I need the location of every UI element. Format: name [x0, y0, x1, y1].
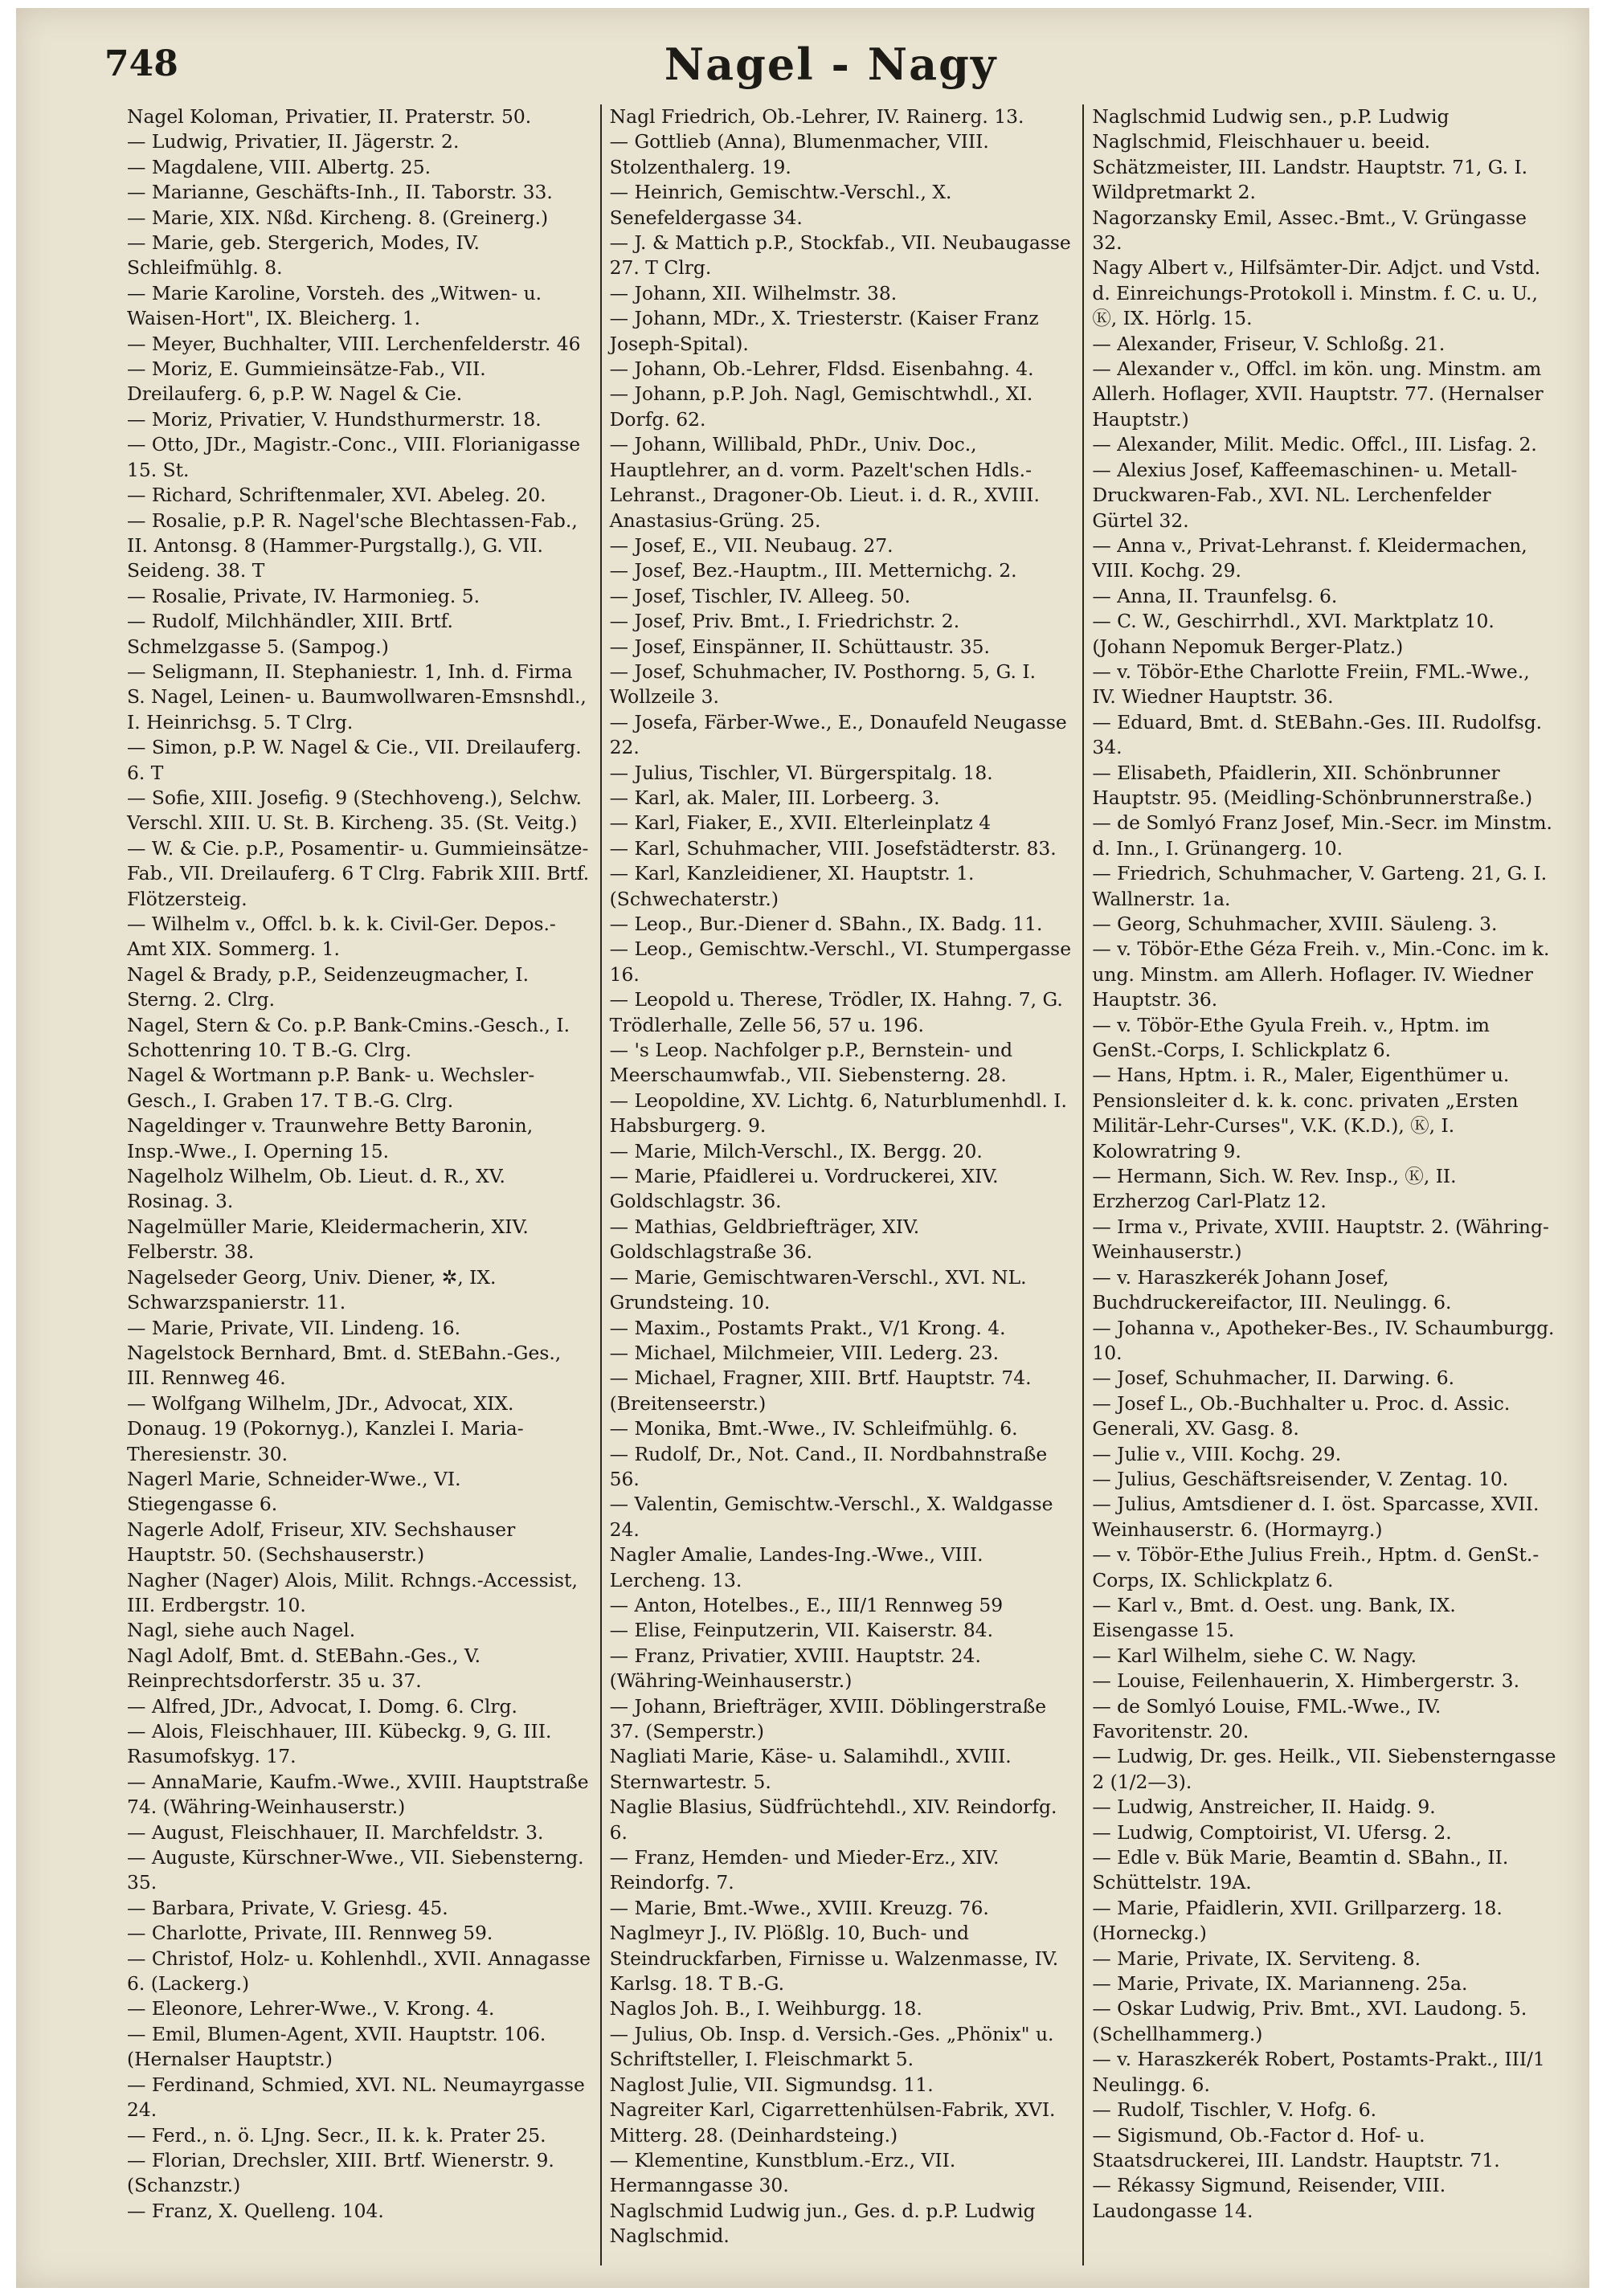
- directory-entry: Nagreiter Karl, Cigarrettenhülsen-Fabrik, XVI. Mitterg. 28. (Deinhardsteing.): [609, 2098, 1056, 2147]
- directory-entry: — Alfred, JDr., Advocat, I. Domg. 6. Clrg.: [127, 1694, 517, 1718]
- directory-entry: — Alexius Josef, Kaffeemaschinen- u. Metall-Druckwaren-Fab., XVI. NL. Lerchenfelder Gürtel 32.: [1092, 458, 1518, 532]
- directory-entry: — Alexander v., Offcl. im kön. ung. Minstm. am Allerh. Hoflager, XVII. Hauptstr. 77. (Hernalser Hauptstr.): [1092, 357, 1544, 431]
- directory-entry: — Edle v. Bük Marie, Beamtin d. SBahn., II. Schüttelstr. 19A.: [1092, 1846, 1509, 1894]
- directory-entry: Nagelmüller Marie, Kleidermacherin, XIV. Felberstr. 38.: [127, 1215, 529, 1264]
- directory-entry: — Marie, Milch-Verschl., IX. Bergg. 20.: [609, 1139, 983, 1162]
- directory-entry: — Auguste, Kürschner-Wwe., VII. Siebensterng. 35.: [127, 1846, 584, 1894]
- directory-entry: — Richard, Schriftenmaler, XVI. Abeleg. 20.: [127, 484, 546, 507]
- directory-entry: — Marianne, Geschäfts-Inh., II. Taborstr. 33.: [127, 181, 553, 204]
- directory-entry: — Moriz, Privatier, V. Hundsthurmerstr. 18.: [127, 407, 542, 431]
- directory-entry: — Leopoldine, XV. Lichtg. 6, Naturblumenhdl. I. Habsburgerg. 9.: [609, 1089, 1067, 1138]
- directory-entry: — Alexander, Friseur, V. Schloßg. 21.: [1092, 332, 1445, 355]
- directory-entry: — Rékassy Sigmund, Reisender, VIII. Laudongasse 14.: [1092, 2174, 1446, 2222]
- directory-entry: — Johann, Ob.-Lehrer, Fldsd. Eisenbahng. 4.: [609, 357, 1034, 381]
- running-title: Nagel - Nagy: [664, 39, 998, 90]
- column-2: [600, 104, 1083, 2265]
- directory-entry: — v. Töbör-Ethe Julius Freih., Hptm. d. GenSt.-Corps, IX. Schlickplatz 6.: [1092, 1543, 1540, 1591]
- directory-entry: — Johann, p.P. Joh. Nagl, Gemischtwhdl., XI. Dorfg. 62.: [609, 382, 1033, 431]
- directory-entry: — Karl, Fiaker, E., XVII. Elterleinplatz 4: [609, 811, 992, 835]
- directory-entry: — Rudolf, Dr., Not. Cand., II. Nordbahnstraße 56.: [609, 1442, 1048, 1490]
- directory-entry: — Anton, Hotelbes., E., III/1 Rennweg 59: [609, 1593, 1004, 1616]
- directory-entry: — Ferdinand, Schmied, XVI. NL. Neumayrgasse 24.: [127, 2073, 585, 2122]
- directory-entry: Nagel Koloman, Privatier, II. Praterstr. 50.: [127, 105, 532, 128]
- directory-entry: — Eduard, Bmt. d. StEBahn.-Ges. III. Rudolfsg. 34.: [1092, 710, 1543, 759]
- directory-entry: — Sofie, XIII. Josefig. 9 (Stechhoveng.), Selchw. Verschl. XIII. U. St. B. Kircheng. 35. (St. Veitg.): [127, 786, 582, 835]
- directory-entry: — Julius, Geschäftsreisender, V. Zentag. 10.: [1092, 1467, 1509, 1490]
- directory-entry: — Marie, Pfaidlerin, XVII. Grillparzerg. 18. (Horneckg.): [1092, 1896, 1503, 1945]
- column-1: [119, 104, 600, 2265]
- directory-entry: — Marie, Private, IX. Serviteng. 8.: [1092, 1947, 1421, 1970]
- directory-entry: — Wolfgang Wilhelm, JDr., Advocat, XIX. Donaug. 19 (Pokornyg.), Kanzlei I. Maria-Theresienstr. 30.: [127, 1391, 524, 1465]
- directory-entry: — Barbara, Private, V. Griesg. 45.: [127, 1896, 448, 1919]
- directory-entry: Nagl Adolf, Bmt. d. StEBahn.-Ges., V. Reinprechtsdorferstr. 35 u. 37.: [127, 1644, 481, 1693]
- directory-entry: — Anna v., Privat-Lehranst. f. Kleidermachen, VIII. Kochg. 29.: [1092, 533, 1527, 582]
- directory-entry: — Marie, Private, IX. Marianneng. 25a.: [1092, 1972, 1468, 1996]
- directory-page: [16, 8, 1589, 2288]
- directory-entry: Nagelseder Georg, Univ. Diener, ✲, IX. Schwarzspanierstr. 11.: [127, 1265, 497, 1314]
- page-number: 748: [104, 43, 178, 84]
- directory-entry: — v. Töbör-Ethe Charlotte Freiin, FML.-Wwe., IV. Wiedner Hauptstr. 36.: [1092, 660, 1530, 709]
- directory-entry: Nagelholz Wilhelm, Ob. Lieut. d. R., XV. Rosinag. 3.: [127, 1165, 505, 1213]
- directory-entry: Naglschmid Ludwig jun., Ges. d. p.P. Ludwig Naglschmid.: [609, 2199, 1036, 2248]
- directory-entry: — Josef, Priv. Bmt., I. Friedrichstr. 2.: [609, 610, 960, 633]
- directory-entry: — Alois, Fleischhauer, III. Kübeckg. 9, G. III. Rasumofskyg. 17.: [127, 1720, 552, 1768]
- directory-entry: Naglmeyr J., IV. Plößlg. 10, Buch- und Steindruckfarben, Firnisse u. Walzenmasse, IV. Karlsg. 18. T B.-G.: [609, 1922, 1059, 1996]
- directory-entry: — v. Töbör-Ethe Gyula Freih. v., Hptm. im GenSt.-Corps, I. Schlickplatz 6.: [1092, 1013, 1490, 1062]
- directory-entry: — Hermann, Sich. W. Rev. Insp., Ⓚ, II. Erzherzog Carl-Platz 12.: [1092, 1165, 1457, 1213]
- directory-entry: — Heinrich, Gemischtw.-Verschl., X. Senefeldergasse 34.: [609, 181, 952, 229]
- directory-entry: — Josef L., Ob.-Buchhalter u. Proc. d. Assic. Generali, XV. Gasg. 8.: [1092, 1391, 1511, 1440]
- directory-entry: — Julie v., VIII. Kochg. 29.: [1092, 1442, 1342, 1465]
- directory-entry: — v. Haraszkerék Robert, Postamts-Prakt., III/1 Neulingg. 6.: [1092, 2048, 1545, 2096]
- directory-entry: — Charlotte, Private, III. Rennweg 59.: [127, 1922, 493, 1945]
- directory-entry: Nagler Amalie, Landes-Ing.-Wwe., VIII. Lercheng. 13.: [609, 1543, 983, 1591]
- directory-entry: — Anna, II. Traunfelsg. 6.: [1092, 584, 1338, 607]
- directory-entry: Naglschmid Ludwig sen., p.P. Ludwig Naglschmid, Fleischhauer u. beeid. Schätzmeister, III. Landstr. Hauptstr. 71, G. I. Wildpretmarkt 2.: [1092, 105, 1528, 204]
- directory-entry: — Ludwig, Privatier, II. Jägerstr. 2.: [127, 130, 460, 153]
- directory-entry: — Josef, E., VII. Neubaug. 27.: [609, 533, 893, 557]
- directory-entry: — Maxim., Postamts Prakt., V/1 Krong. 4.: [609, 1316, 1006, 1339]
- directory-entry: — Leopold u. Therese, Trödler, IX. Hahng. 7, G. Trödlerhalle, Zelle 56, 57 u. 196.: [609, 988, 1063, 1036]
- directory-entry: — Marie, XIX. Nßd. Kircheng. 8. (Greinerg.): [127, 206, 549, 229]
- directory-entry: — Karl, ak. Maler, III. Lorbeerg. 3.: [609, 786, 940, 809]
- directory-entry: — Johann, Briefträger, XVIII. Döblingerstraße 37. (Semperstr.): [609, 1694, 1047, 1742]
- directory-entry: — Sigismund, Ob.-Factor d. Hof- u. Staatsdruckerei, III. Landstr. Hauptstr. 71.: [1092, 2123, 1500, 2171]
- directory-entry: — Karl, Kanzleidiener, XI. Hauptstr. 1. (Schwechaterstr.): [609, 862, 975, 910]
- directory-entry: — Julius, Tischler, VI. Bürgerspitalg. 18.: [609, 761, 993, 784]
- directory-entry: Nagher (Nager) Alois, Milit. Rchngs.-Accessist, III. Erdbergstr. 10.: [127, 1568, 578, 1616]
- directory-entry: — Marie, geb. Stergerich, Modes, IV. Schleifmühlg. 8.: [127, 231, 480, 280]
- directory-entry: — Alexander, Milit. Medic. Offcl., III. Lisfag. 2.: [1092, 433, 1537, 456]
- directory-entry: — Josef, Tischler, IV. Alleeg. 50.: [609, 584, 911, 607]
- directory-entry: Nagel, Stern & Co. p.P. Bank-Cmins.-Gesch., I. Schottenring 10. T B.-G. Clrg.: [127, 1013, 570, 1062]
- directory-entry: — Rosalie, Private, IV. Harmonieg. 5.: [127, 584, 480, 607]
- directory-entry: — Leop., Gemischtw.-Verschl., VI. Stumpergasse 16.: [609, 938, 1072, 986]
- directory-entry: — Ludwig, Comptoirist, VI. Ufersg. 2.: [1092, 1820, 1452, 1844]
- directory-entry: — de Somlyó Louise, FML.-Wwe., IV. Favoritenstr. 20.: [1092, 1694, 1441, 1742]
- directory-entry: — Leop., Bur.-Diener d. SBahn., IX. Badg. 11.: [609, 913, 1043, 935]
- directory-entry: — Seligmann, II. Stephaniestr. 1, Inh. d. Firma S. Nagel, Leinen- u. Baumwollwaren-Emsnshdl., I. Heinrichsg. 5. T Clrg.: [127, 660, 587, 733]
- directory-entry: — Valentin, Gemischtw.-Verschl., X. Waldgasse 24.: [609, 1493, 1053, 1541]
- directory-entry: — Ludwig, Anstreicher, II. Haidg. 9.: [1092, 1796, 1436, 1819]
- directory-entry: — Moriz, E. Gummieinsätze-Fab., VII. Dreilauferg. 6, p.P. W. Nagel & Cie.: [127, 357, 486, 406]
- directory-entry: — Monika, Bmt.-Wwe., IV. Schleifmühlg. 6.: [609, 1417, 1018, 1440]
- directory-entry: — Josef, Bez.-Hauptm., III. Metternichg. 2.: [609, 559, 1017, 582]
- directory-entry: — C. W., Geschirrhdl., XVI. Marktplatz 10. (Johann Nepomuk Berger-Platz.): [1092, 610, 1495, 658]
- directory-entry: — Julius, Amtsdiener d. I. öst. Sparcasse, XVII. Weinhauserstr. 6. (Hormayrg.): [1092, 1493, 1540, 1541]
- directory-entry: — Michael, Fragner, XIII. Brtf. Hauptstr. 74. (Breitenseerstr.): [609, 1367, 1032, 1415]
- directory-entry: — 's Leop. Nachfolger p.P., Bernstein- und Meerschaumwfab., VII. Siebensterng. 28.: [609, 1039, 1013, 1087]
- directory-entry: — Ludwig, Dr. ges. Heilk., VII. Siebensterngasse 2 (1/2—3).: [1092, 1745, 1556, 1793]
- directory-entry: — August, Fleischhauer, II. Marchfeldstr. 3.: [127, 1820, 544, 1844]
- directory-entry: — Rudolf, Milchhändler, XIII. Brtf. Schmelzgasse 5. (Sampog.): [127, 610, 453, 658]
- directory-entry: — Rudolf, Tischler, V. Hofg. 6.: [1092, 2098, 1377, 2122]
- directory-entry: — Josef, Einspänner, II. Schüttaustr. 35.: [609, 635, 990, 658]
- directory-entry: Nagerl Marie, Schneider-Wwe., VI. Stiegengasse 6.: [127, 1467, 461, 1516]
- directory-entry: Nagl, siehe auch Nagel.: [127, 1619, 356, 1642]
- directory-entry: — Christof, Holz- u. Kohlenhdl., XVII. Annagasse 6. (Lackerg.): [127, 1947, 591, 1996]
- directory-entry: — Otto, JDr., Magistr.-Conc., VIII. Florianigasse 15. St.: [127, 433, 581, 481]
- directory-entry: — Gottlieb (Anna), Blumenmacher, VIII. Stolzenthalerg. 19.: [609, 130, 989, 178]
- directory-entry: — Oskar Ludwig, Priv. Bmt., XVI. Laudong. 5. (Schellhammerg.): [1092, 1997, 1527, 2045]
- directory-entry: — W. & Cie. p.P., Posamentir- u. Gummieinsätze-Fab., VII. Dreilauferg. 6 T Clrg. Fabrik XIII. Brtf. Flötzersteig.: [127, 836, 590, 910]
- column-3: [1082, 104, 1565, 2265]
- directory-entry: — AnnaMarie, Kaufm.-Wwe., XVIII. Hauptstraße 74. (Währing-Weinhauserstr.): [127, 1770, 589, 1819]
- directory-entry: — Eleonore, Lehrer-Wwe., V. Krong. 4.: [127, 1997, 495, 2020]
- directory-entry: — Johann, XII. Wilhelmstr. 38.: [609, 281, 898, 304]
- directory-entry: Nagerle Adolf, Friseur, XIV. Sechshauser Hauptstr. 50. (Sechshauserstr.): [127, 1518, 516, 1567]
- directory-entry: — Elisabeth, Pfaidlerin, XII. Schönbrunner Hauptstr. 95. (Meidling-Schönbrunnerstraße.): [1092, 761, 1533, 809]
- directory-entry: — J. & Mattich p.P., Stockfab., VII. Neubaugasse 27. T Clrg.: [609, 231, 1071, 280]
- directory-entry: — Karl, Schuhmacher, VIII. Josefstädterstr. 83.: [609, 836, 1057, 860]
- directory-entry: — Georg, Schuhmacher, XVIII. Säuleng. 3.: [1092, 913, 1498, 935]
- directory-entry: — Julius, Ob. Insp. d. Versich.-Ges. „Phönix" u. Schriftsteller, I. Fleischmarkt 5.: [609, 2022, 1054, 2071]
- directory-entry: — Friedrich, Schuhmacher, V. Garteng. 21, G. I. Wallnerstr. 1a.: [1092, 862, 1548, 910]
- directory-entry: Nagorzansky Emil, Assec.-Bmt., V. Grüngasse 32.: [1092, 206, 1527, 255]
- directory-entry: — Johanna v., Apotheker-Bes., IV. Schaumburgg. 10.: [1092, 1316, 1555, 1364]
- directory-entry: Naglos Joh. B., I. Weihburgg. 18.: [609, 1997, 922, 2020]
- directory-entry: — Rosalie, p.P. R. Nagel'sche Blechtassen-Fab., II. Antonsg. 8 (Hammer-Purgstallg.), G. VII. Seideng. 38. T: [127, 509, 578, 582]
- directory-entry: — Simon, p.P. W. Nagel & Cie., VII. Dreilauferg. 6. T: [127, 736, 582, 784]
- directory-entry: Naglie Blasius, Südfrüchtehdl., XIV. Reindorfg. 6.: [609, 1796, 1057, 1844]
- directory-entry: — Josef, Schuhmacher, II. Darwing. 6.: [1092, 1367, 1455, 1390]
- directory-entry: — Marie, Private, VII. Lindeng. 16.: [127, 1316, 461, 1339]
- directory-entry: — Franz, Hemden- und Mieder-Erz., XIV. Reindorfg. 7.: [609, 1846, 1000, 1894]
- directory-entry: — Michael, Milchmeier, VIII. Lederg. 23.: [609, 1341, 1000, 1364]
- directory-entry: — Marie Karoline, Vorsteh. des „Witwen- u. Waisen-Hort", IX. Bleicherg. 1.: [127, 281, 542, 330]
- directory-entry: — Franz, Privatier, XVIII. Hauptstr. 24. (Währing-Weinhauserstr.): [609, 1644, 981, 1693]
- directory-entry: — Karl Wilhelm, siehe C. W. Nagy.: [1092, 1644, 1417, 1667]
- directory-entry: Nagl Friedrich, Ob.-Lehrer, IV. Rainerg. 13.: [609, 105, 1024, 128]
- directory-entry: — Magdalene, VIII. Albertg. 25.: [127, 155, 431, 178]
- directory-entry: Nagy Albert v., Hilfsämter-Dir. Adjct. und Vstd. d. Einreichungs-Protokoll i. Minstm. f. C. u. U., Ⓚ, IX. Hörlg. 15.: [1092, 256, 1541, 330]
- directory-entry: — Johann, MDr., X. Triesterstr. (Kaiser Franz Joseph-Spital).: [609, 307, 1039, 355]
- directory-entry: — Elise, Feinputzerin, VII. Kaiserstr. 84.: [609, 1619, 994, 1642]
- directory-entry: — Wilhelm v., Offcl. b. k. k. Civil-Ger. Depos.-Amt XIX. Sommerg. 1.: [127, 913, 556, 961]
- directory-entry: Nageldinger v. Traunwehre Betty Baronin, Insp.-Wwe., I. Operning 15.: [127, 1114, 534, 1162]
- directory-entry: Nagel & Wortmann p.P. Bank- u. Wechsler-Gesch., I. Graben 17. T B.-G. Clrg.: [127, 1064, 535, 1112]
- directory-entry: — Irma v., Private, XVIII. Hauptstr. 2. (Währing-Weinhauserstr.): [1092, 1215, 1549, 1264]
- directory-entry: — Mathias, Geldbriefträger, XIV. Goldschlagstraße 36.: [609, 1215, 920, 1264]
- directory-entry: Nagliati Marie, Käse- u. Salamihdl., XVIII. Sternwartestr. 5.: [609, 1745, 1012, 1793]
- directory-entry: — Ferd., n. ö. LJng. Secr., II. k. k. Prater 25.: [127, 2123, 546, 2147]
- directory-entry: — Emil, Blumen-Agent, XVII. Hauptstr. 106. (Hernalser Hauptstr.): [127, 2022, 546, 2071]
- directory-entry: — Meyer, Buchhalter, VIII. Lerchenfelderstr. 46: [127, 332, 581, 355]
- directory-entry: — Louise, Feilenhauerin, X. Himbergerstr. 3.: [1092, 1669, 1519, 1693]
- directory-entry: — Marie, Gemischtwaren-Verschl., XVI. NL. Grundsteing. 10.: [609, 1265, 1027, 1314]
- directory-entry: Nagel & Brady, p.P., Seidenzeugmacher, I. Sterng. 2. Clrg.: [127, 962, 530, 1011]
- directory-entry: — de Somlyó Franz Josef, Min.-Secr. im Minstm. d. Inn., I. Grünangerg. 10.: [1092, 811, 1552, 860]
- page-header: [104, 39, 1557, 103]
- directory-entry: — Hans, Hptm. i. R., Maler, Eigenthümer u. Pensionsleiter d. k. k. conc. privaten „Ersten Militär-Lehr-Curses", V.K. (K.D.), Ⓚ, I. Kolowratring 9.: [1092, 1064, 1519, 1162]
- directory-entry: — Marie, Bmt.-Wwe., XVIII. Kreuzg. 76.: [609, 1896, 989, 1919]
- directory-entry: — v. Haraszkerék Johann Josef, Buchdruckereifactor, III. Neulingg. 6.: [1092, 1265, 1452, 1314]
- directory-entry: Naglost Julie, VII. Sigmundsg. 11.: [609, 2073, 934, 2096]
- directory-entry: — Franz, X. Quelleng. 104.: [127, 2199, 384, 2222]
- directory-entry: — Karl v., Bmt. d. Oest. ung. Bank, IX. Eisengasse 15.: [1092, 1593, 1456, 1642]
- directory-columns: [119, 104, 1565, 2265]
- directory-entry: — v. Töbör-Ethe Géza Freih. v., Min.-Conc. im k. ung. Minstm. am Allerh. Hoflager. IV. Wiedner Hauptstr. 36.: [1092, 938, 1550, 1011]
- directory-entry: — Klementine, Kunstblum.-Erz., VII. Hermanngasse 30.: [609, 2148, 956, 2197]
- directory-entry: — Josef, Schuhmacher, IV. Posthorng. 5, G. I. Wollzeile 3.: [609, 660, 1037, 709]
- directory-entry: Nagelstock Bernhard, Bmt. d. StEBahn.-Ges., III. Rennweg 46.: [127, 1341, 562, 1390]
- directory-entry: — Josefa, Färber-Wwe., E., Donaufeld Neugasse 22.: [609, 710, 1067, 759]
- directory-entry: — Johann, Willibald, PhDr., Univ. Doc., Hauptlehrer, an d. vorm. Pazelt'schen Hdls.-Lehranst., Dragoner-Ob. Lieut. i. d. R., XVIII. Anastasius-Grüng. 25.: [609, 433, 1040, 532]
- directory-entry: — Florian, Drechsler, XIII. Brtf. Wienerstr. 9. (Schanzstr.): [127, 2148, 554, 2197]
- directory-entry: — Marie, Pfaidlerei u. Vordruckerei, XIV. Goldschlagstr. 36.: [609, 1165, 999, 1213]
